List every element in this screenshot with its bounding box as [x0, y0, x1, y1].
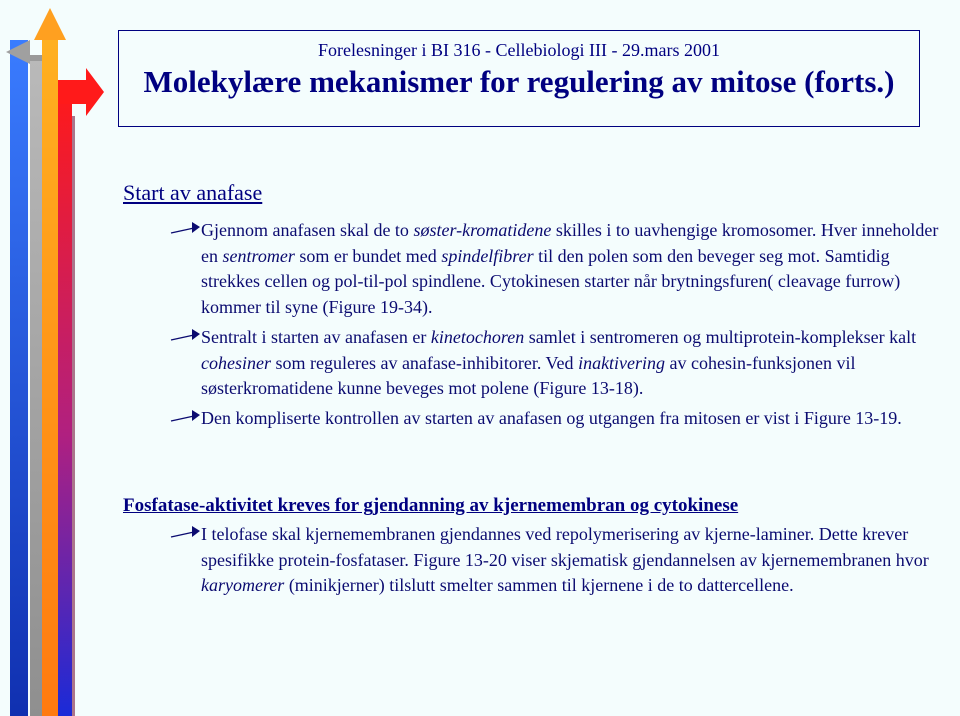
arrow-bullet-icon: [170, 221, 200, 235]
title-box: [118, 30, 920, 127]
italic-term: cohesiner: [201, 352, 271, 373]
bullet-text: [201, 406, 940, 432]
arrow-bullet-icon: [170, 409, 200, 423]
text-run: som er bundet med: [294, 245, 442, 266]
bullet-item: [170, 325, 940, 402]
shadow-strip: [72, 116, 75, 716]
red-blue-bar: [58, 92, 72, 716]
text-run: som reguleres av anafase-inhibitorer. Ved: [270, 352, 579, 373]
bullet-text: [201, 325, 940, 402]
orange-arrow-head: [34, 8, 66, 40]
section-heading-fosfatase: Fosfatase-aktivitet kreves for gjendanning av kjernemembran og cytokinese: [123, 495, 739, 516]
italic-term: karyomerer: [201, 575, 285, 595]
italic-term: søster-kromatidene: [413, 220, 552, 240]
text-run: samlet i sentromeren og multiprotein-komplekser kalt: [524, 327, 917, 347]
bullet-item: [170, 406, 940, 432]
arrow-bullet-icon: [170, 525, 200, 539]
blue-bar: [10, 40, 28, 716]
orange-bar: [42, 40, 58, 716]
lecture-subtitle: Forelesninger i BI 316 - Cellebiologi III - 29.mars 2001: [318, 40, 720, 60]
section-heading-anafase: Start av anafase: [123, 180, 263, 205]
italic-term: inaktivering: [578, 352, 666, 373]
bullet-text: [201, 522, 940, 599]
italic-term: sentromer: [222, 245, 295, 266]
text-run: til den polen som den beveger seg mot. Samtidig strekkes cellen og pol-til-pol spindlene. Cytokinesen starter når brytningsfuren( cleavage furrow) kommer til syne (Figure 19-34).: [201, 245, 901, 317]
italic-term: kinetochoren: [430, 327, 525, 347]
bullet-item: [170, 218, 940, 320]
bullet-item: [170, 522, 940, 599]
text-run: I telofase skal kjernemembranen gjendannes ved repolymerisering av kjerne-laminer. Dette krever spesifikke protein-fosfataser. Figure 13-20 viser skjematisk gjendannelsen av kjernemembranen hvor: [201, 524, 929, 570]
decorative-bars: [0, 0, 110, 716]
italic-term: spindelfibrer: [441, 245, 534, 266]
text-run: skilles i to uavhengige kromosomer. Hver inneholder en: [201, 220, 939, 266]
slide-title: Molekylære mekanismer for regulering av mitose (forts.): [143, 64, 895, 99]
bullet-text: [201, 218, 940, 320]
arrow-bullet-icon: [170, 328, 200, 342]
text-run: Gjennom anafasen skal de to: [201, 220, 414, 240]
text-run: av cohesin-funksjonen vil søsterkromatidene kunne beveges mot polene (Figure 13-18).: [201, 352, 856, 398]
text-run: (minikjerner) tilslutt smelter sammen til kjernene i de to dattercellene.: [284, 575, 794, 595]
text-run: Sentralt i starten av anafasen er: [201, 327, 431, 347]
text-run: Den kompliserte kontrollen av starten av anafasen og utgangen fra mitosen er vist i Figure 13-19.: [201, 408, 902, 428]
